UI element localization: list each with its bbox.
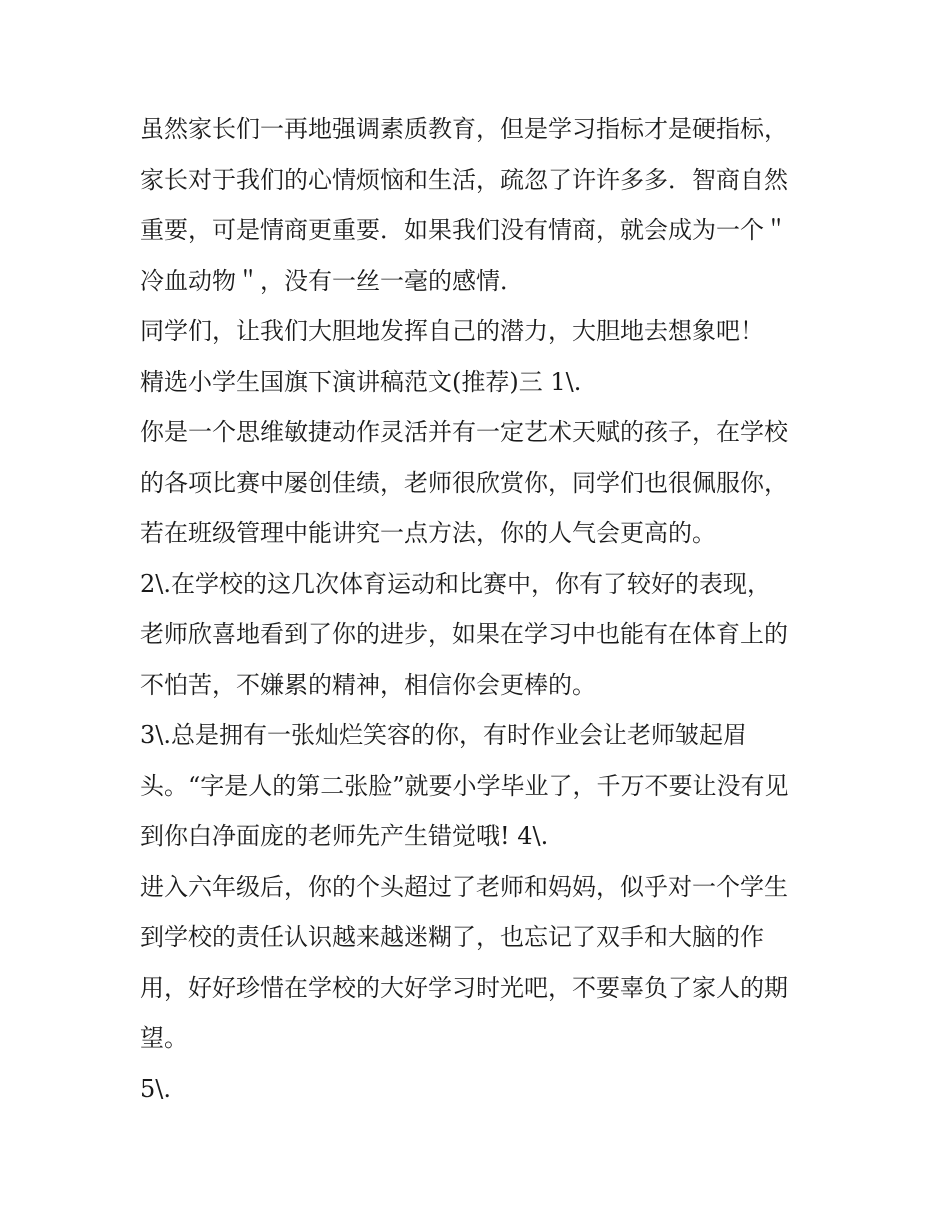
text-line: 2\.在学校的这几次体育运动和比赛中，你有了较好的表现， xyxy=(140,569,771,598)
text-line: 你是一个思维敏捷动作灵活并有一定艺术天赋的孩子，在学校 xyxy=(140,418,788,446)
text-line: 若在班级管理中能讲究一点方法，你的人气会更高的。 xyxy=(140,519,716,547)
text-line: 3\.总是拥有一张灿烂笑容的你，有时作业会让老师皱起眉 xyxy=(140,721,747,749)
text-line: 老师欣喜地看到了你的进步，如果在学习中也能有在体育上的 xyxy=(140,620,788,648)
document-body xyxy=(140,104,830,1114)
text-line: 重要，可是情商更重要．如果我们没有情商，就会成为一个＂ xyxy=(140,216,788,244)
text-line: 用，好好珍惜在学校的大好学习时光吧，不要辜负了家人的期 xyxy=(140,973,788,1002)
text-line: 不怕苦，不嫌累的精神，相信你会更棒的。 xyxy=(140,670,596,699)
text-line: 同学们，让我们大胆地发挥自己的潜力，大胆地去想象吧！ xyxy=(140,317,764,345)
text-line: 虽然家长们一再地强调素质教育，但是学习指标才是硬指标， xyxy=(140,115,788,143)
text-line: 到学校的责任认识越来越迷糊了，也忘记了双手和大脑的作 xyxy=(140,923,764,951)
text-line: 家长对于我们的心情烦恼和生活，疏忽了许许多多．智商自然 xyxy=(140,165,788,194)
text-line: 冷血动物＂，没有一丝一毫的感情． xyxy=(140,266,524,295)
text-line: 进入六年级后，你的个头超过了老师和妈妈，似乎对一个学生 xyxy=(140,872,788,901)
section-heading: 精选小学生国旗下演讲稿范文(推荐)三 1\. xyxy=(140,367,582,396)
text-line: 头。“字是人的第二张脸”就要小学毕业了，千万不要让没有见 xyxy=(140,771,789,800)
text-line: 的各项比赛中屡创佳绩，老师很欣赏你，同学们也很佩服你， xyxy=(140,468,788,497)
text-line: 5\. xyxy=(140,1074,171,1103)
text-line: 到你白净面庞的老师先产生错觉哦! 4\. xyxy=(140,822,549,850)
text-line: 望。 xyxy=(140,1024,188,1052)
